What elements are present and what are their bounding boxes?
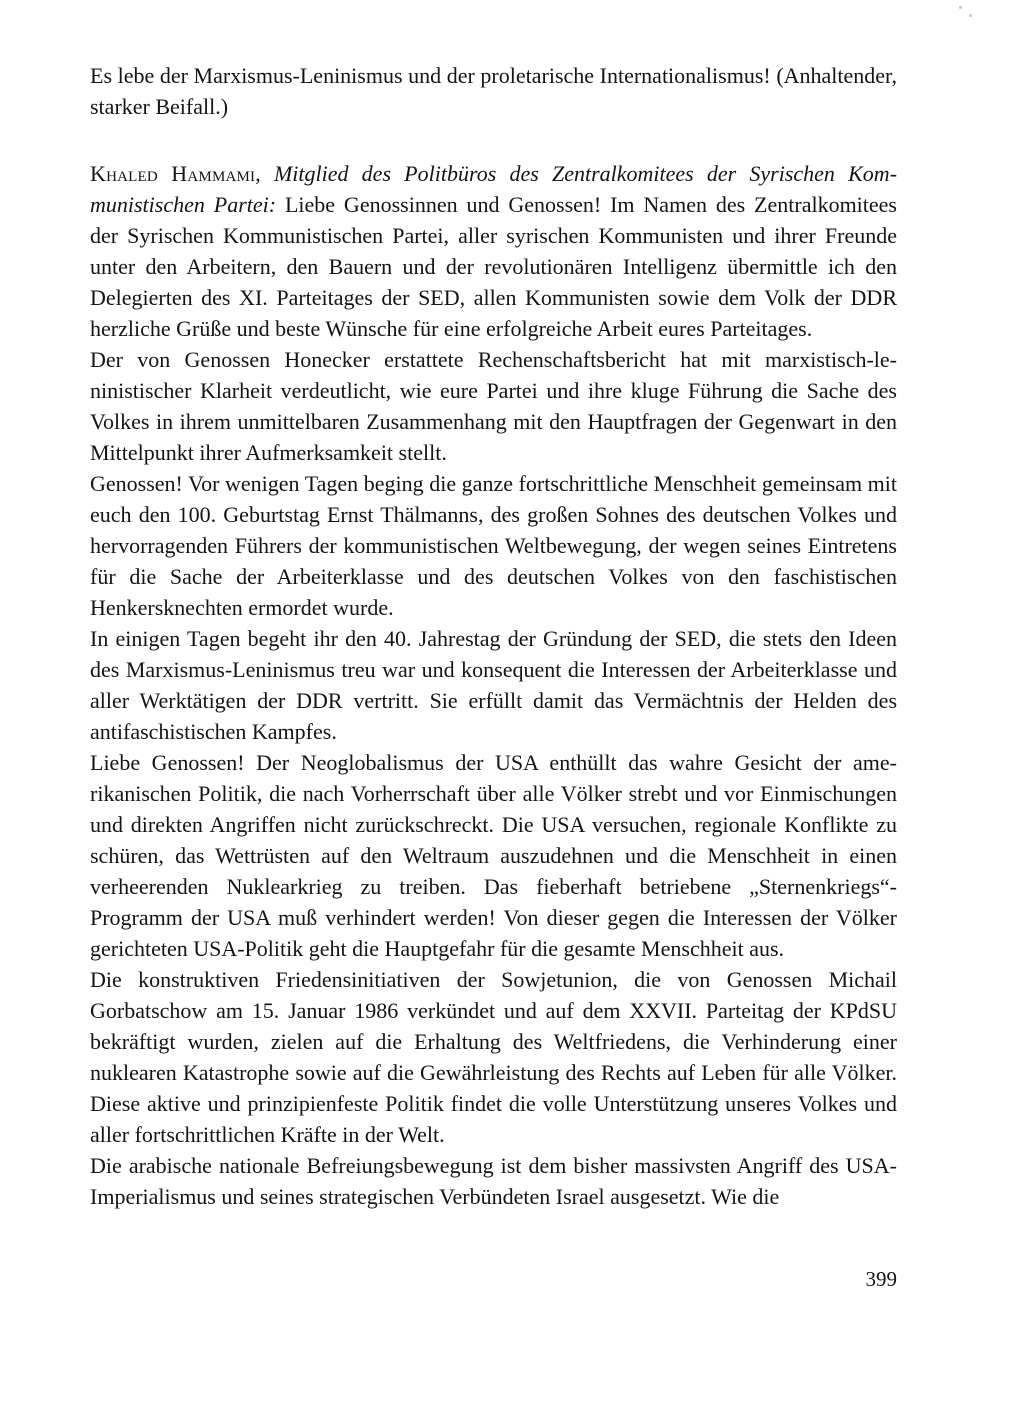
speech-intro-paragraph: Khaled Hammami, Mitglied des Politbüros des Zentralkomitees der Syrischen Kommunistischen Partei: Liebe Genossinnen und Genossen! Im Namen des Zentralkomitees der Syrischen Kommunistischen Partei, aller syrischen Kommunisten und ihrer Freunde unter den Arbeitern, den Bauern und der revolutionären Intelligenz übermittle ich den Delegierten des XI. Parteitages der SED, allen Kommunisten sowie dem Volk der DDR herzliche Grüße und beste Wünsche für eine erfolgreiche Arbeit eures Parteitages. [90, 161, 898, 341]
page-number: 399 [865, 1267, 897, 1291]
speaker-role: Mitglied des Politbüros des Zentralkomitees der Syrischen Kommunistischen Partei: [90, 161, 898, 217]
body-text [90, 60, 897, 1212]
paragraph-text: Liebe Genossinnen und Genossen! Im Namen des Zentralkomitees der Syrischen Kommunistischen Partei, aller syrischen Kommunisten und ihrer Freunde unter den Arbeitern, den Bauern und der revolutionären Intelligenz übermittle ich den Delegierten des XI. Parteitages der SED, allen Kommunisten sowie dem Volk der DDR herzliche Grüße und beste Wünsche für eine erfolgreiche Arbeit eures Parteitages. [90, 192, 897, 341]
paragraph: Genossen! Vor wenigen Tagen beging die ganze fortschrittliche Menschheit gemeinsam mit euch den 100. Geburtstag Ernst Thälmanns, des großen Sohnes des deutschen Volkes und hervorragenden Führers der kommunistischen Weltbewegung, der wegen seines Eintretens für die Sache der Arbeiterklasse und des deutschen Volkes von den faschistischen Henkersknechten ermordet wurde. [90, 471, 897, 620]
paragraph: In einigen Tagen begeht ihr den 40. Jahrestag der Gründung der SED, die stets den Ideen des Marxismus-Leninismus treu war und konsequent die Interessen der Arbeiterklasse und aller Werktätigen der DDR vertritt. Sie erfüllt damit das Vermächtnis der Helden des antifaschistischen Kampfes. [90, 626, 897, 744]
paragraph: Die arabische nationale Befreiungsbewegung ist dem bisher massivsten Angriff des USA-Imperialismus und seines strategischen Verbündeten Israel ausgesetzt. Wie die [90, 1153, 897, 1209]
paragraph: Liebe Genossen! Der Neoglobalismus der USA enthüllt das wahre Gesicht der amerikanischen Politik, die nach Vorherrschaft über alle Völker strebt und vor Einmischungen und direkten Angriffen nicht zurückschreckt. Die USA versuchen, regionale Konflikte zu schüren, das Wettrüsten auf den Weltraum auszudehnen und die Menschheit in einen verheerenden Nuklearkrieg zu treiben. Das fieberhaft betriebene „Sternenkriegs“-Programm der USA muß verhindert werden! Von dieser gegen die Interessen der Völker gerichteten USA-Politik geht die Hauptgefahr für die gesamte Menschheit aus. [90, 750, 897, 961]
paragraph: Der von Genossen Honecker erstattete Rechenschaftsbericht hat mit marxistisch-leninistischer Klarheit verdeutlicht, wie eure Partei und ihre kluge Führung die Sache des Volkes in ihrem unmittelbaren Zusammenhang mit den Hauptfragen der Gegenwart in den Mittelpunkt ihrer Aufmerksamkeit stellt. [90, 347, 897, 465]
scan-speck [969, 14, 972, 17]
speaker-name: Khaled Hammami [90, 161, 256, 186]
scan-speck [959, 6, 962, 9]
opening-paragraph: Es lebe der Marxismus-Leninismus und der proletarische Internationalismus! (Anhaltender, starker Beifall.) [90, 63, 897, 119]
paragraph: Die konstruktiven Friedensinitiativen der Sowjetunion, die von Genossen Michail Gorbatschow am 15. Januar 1986 verkündet und auf dem XXVII. Parteitag der KPdSU bekräftigt wurden, zielen auf die Erhaltung des Weltfriedens, die Verhinderung einer nuklearen Katastrophe sowie auf die Gewährleistung des Rechts auf Leben für alle Völker. Diese aktive und prinzipienfeste Politik findet die volle Unterstützung unseres Volkes und aller fortschrittlichen Kräfte in der Welt. [90, 967, 897, 1147]
